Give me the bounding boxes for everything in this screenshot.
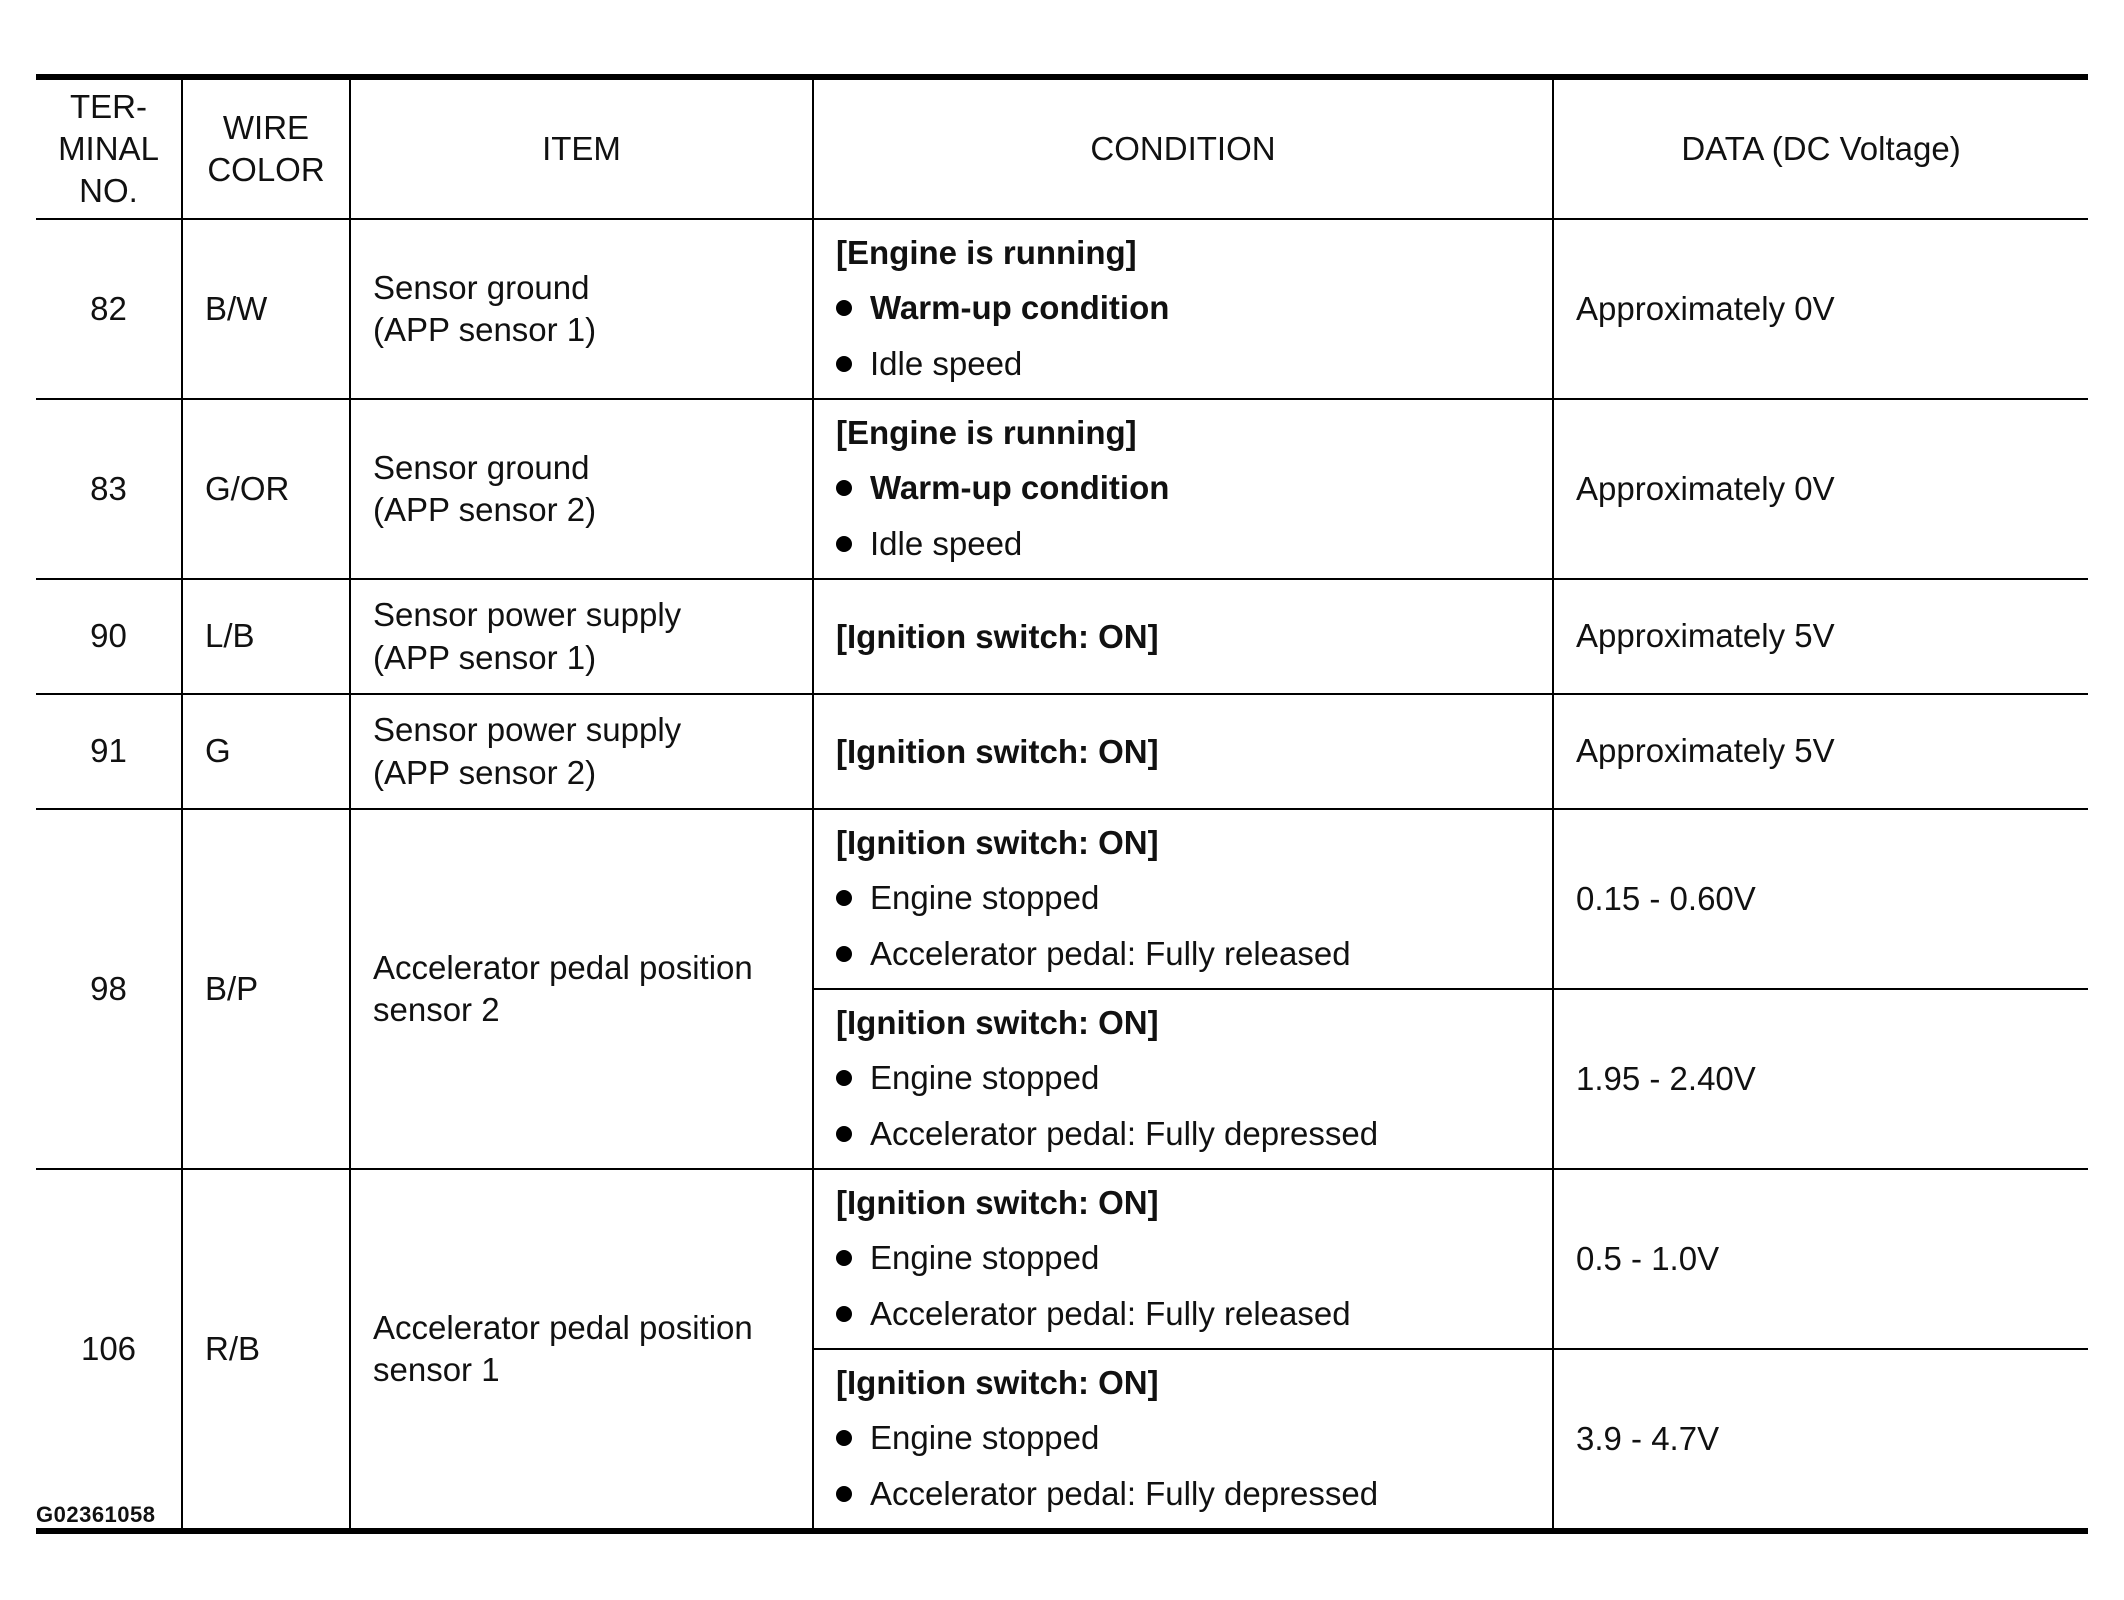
wire-color: B/W — [182, 219, 350, 399]
condition-cell — [813, 1349, 1553, 1531]
condition-title: [Engine is running] — [836, 414, 1137, 451]
table-row — [36, 1169, 2088, 1349]
item-line: (APP sensor 1) — [373, 311, 597, 348]
condition-bullet-text: Accelerator pedal: Fully depressed — [870, 1475, 1379, 1512]
wire-color: R/B — [182, 1169, 350, 1531]
header-wire-line: WIRE — [222, 108, 310, 146]
header-data: DATA (DC Voltage) — [1553, 77, 2088, 219]
item-line: Sensor ground — [373, 448, 590, 486]
wire-color: L/B — [182, 579, 350, 694]
data-voltage: 0.5 - 1.0V — [1553, 1169, 2088, 1349]
item-line: sensor 1 — [373, 1351, 500, 1388]
item-line: Accelerator pedal position — [373, 948, 753, 986]
bullet-icon — [836, 536, 852, 552]
condition-bullet — [836, 1050, 1530, 1106]
header-condition: CONDITION — [813, 77, 1553, 219]
item-description — [350, 694, 813, 809]
condition-bullet — [836, 1230, 1530, 1286]
table-row — [36, 809, 2088, 989]
condition-bullet-text: Warm-up condition — [870, 289, 1170, 326]
bullet-icon — [836, 946, 852, 962]
table-row — [36, 694, 2088, 809]
condition-bullet — [836, 280, 1530, 336]
item-description — [350, 219, 813, 399]
header-terminal-line: NO. — [79, 172, 138, 210]
condition-title: [Ignition switch: ON] — [836, 732, 1159, 770]
header-terminal-no — [36, 77, 182, 219]
item-line: Sensor power supply — [373, 596, 682, 634]
condition-bullet — [836, 516, 1530, 572]
condition-title: [Ignition switch: ON] — [836, 1184, 1159, 1221]
condition-bullet — [836, 460, 1530, 516]
data-voltage: Approximately 5V — [1553, 694, 2088, 809]
table-row — [36, 399, 2088, 579]
condition-cell — [813, 579, 1553, 694]
table-row — [36, 579, 2088, 694]
condition-bullet — [836, 1106, 1530, 1162]
data-voltage: Approximately 0V — [1553, 399, 2088, 579]
bullet-icon — [836, 480, 852, 496]
document — [36, 74, 2088, 1534]
condition-cell — [813, 809, 1553, 989]
condition-bullet-text: Engine stopped — [870, 1059, 1100, 1096]
wire-color: G — [182, 694, 350, 809]
bullet-icon — [836, 1486, 852, 1502]
bullet-icon — [836, 1126, 852, 1142]
terminal-number: 83 — [36, 399, 182, 579]
bullet-icon — [836, 300, 852, 316]
condition-bullet-text: Accelerator pedal: Fully depressed — [870, 1115, 1379, 1152]
condition-bullet-text: Idle speed — [870, 345, 1023, 382]
condition-cell — [813, 989, 1553, 1169]
condition-title: [Ignition switch: ON] — [836, 824, 1159, 861]
item-description — [350, 1169, 813, 1531]
item-line: Sensor ground — [373, 268, 590, 306]
condition-bullet-text: Engine stopped — [870, 1419, 1100, 1456]
condition-bullet-text: Engine stopped — [870, 879, 1100, 916]
header-terminal-line: MINAL — [58, 129, 159, 167]
item-line: (APP sensor 2) — [373, 753, 597, 791]
terminal-number: 82 — [36, 219, 182, 399]
item-description — [350, 809, 813, 1169]
bullet-icon — [836, 890, 852, 906]
bullet-icon — [836, 1070, 852, 1086]
item-line: Sensor power supply — [373, 711, 682, 749]
terminal-spec-table — [36, 74, 2088, 1534]
condition-bullet-text: Accelerator pedal: Fully released — [870, 1295, 1351, 1332]
condition-cell — [813, 399, 1553, 579]
data-voltage: Approximately 0V — [1553, 219, 2088, 399]
condition-title: [Engine is running] — [836, 234, 1137, 271]
table-header-row — [36, 77, 2088, 219]
terminal-number: 106 — [36, 1169, 182, 1531]
table-row — [36, 219, 2088, 399]
condition-bullet — [836, 1286, 1530, 1342]
condition-cell — [813, 219, 1553, 399]
condition-cell — [813, 1169, 1553, 1349]
wire-color: B/P — [182, 809, 350, 1169]
header-wire-color — [182, 77, 350, 219]
data-voltage: 3.9 - 4.7V — [1553, 1349, 2088, 1531]
data-voltage: 1.95 - 2.40V — [1553, 989, 2088, 1169]
item-line: sensor 2 — [373, 991, 500, 1028]
figure-code: G02361058 — [36, 1502, 156, 1527]
condition-bullet-text: Idle speed — [870, 525, 1023, 562]
header-item: ITEM — [350, 77, 813, 219]
item-line: (APP sensor 1) — [373, 638, 597, 676]
condition-title: [Ignition switch: ON] — [836, 617, 1159, 655]
item-line: Accelerator pedal position — [373, 1308, 753, 1346]
condition-bullet-text: Accelerator pedal: Fully released — [870, 935, 1351, 972]
data-voltage: Approximately 5V — [1553, 579, 2088, 694]
bullet-icon — [836, 1250, 852, 1266]
terminal-number: 98 — [36, 809, 182, 1169]
header-terminal-line: TER- — [70, 87, 147, 125]
condition-bullet — [836, 870, 1530, 926]
bullet-icon — [836, 1430, 852, 1446]
bullet-icon — [836, 356, 852, 372]
condition-cell — [813, 694, 1553, 809]
terminal-number: 90 — [36, 579, 182, 694]
data-voltage: 0.15 - 0.60V — [1553, 809, 2088, 989]
bullet-icon — [836, 1306, 852, 1322]
condition-title: [Ignition switch: ON] — [836, 1364, 1159, 1401]
condition-bullet — [836, 1410, 1530, 1466]
condition-title: [Ignition switch: ON] — [836, 1004, 1159, 1041]
item-line: (APP sensor 2) — [373, 491, 597, 528]
condition-bullet-text: Warm-up condition — [870, 469, 1170, 506]
condition-bullet-text: Engine stopped — [870, 1239, 1100, 1276]
condition-bullet — [836, 926, 1530, 982]
condition-bullet — [836, 336, 1530, 392]
item-description — [350, 399, 813, 579]
item-description — [350, 579, 813, 694]
wire-color: G/OR — [182, 399, 350, 579]
condition-bullet — [836, 1466, 1530, 1522]
header-wire-line: COLOR — [207, 151, 325, 188]
terminal-number: 91 — [36, 694, 182, 809]
